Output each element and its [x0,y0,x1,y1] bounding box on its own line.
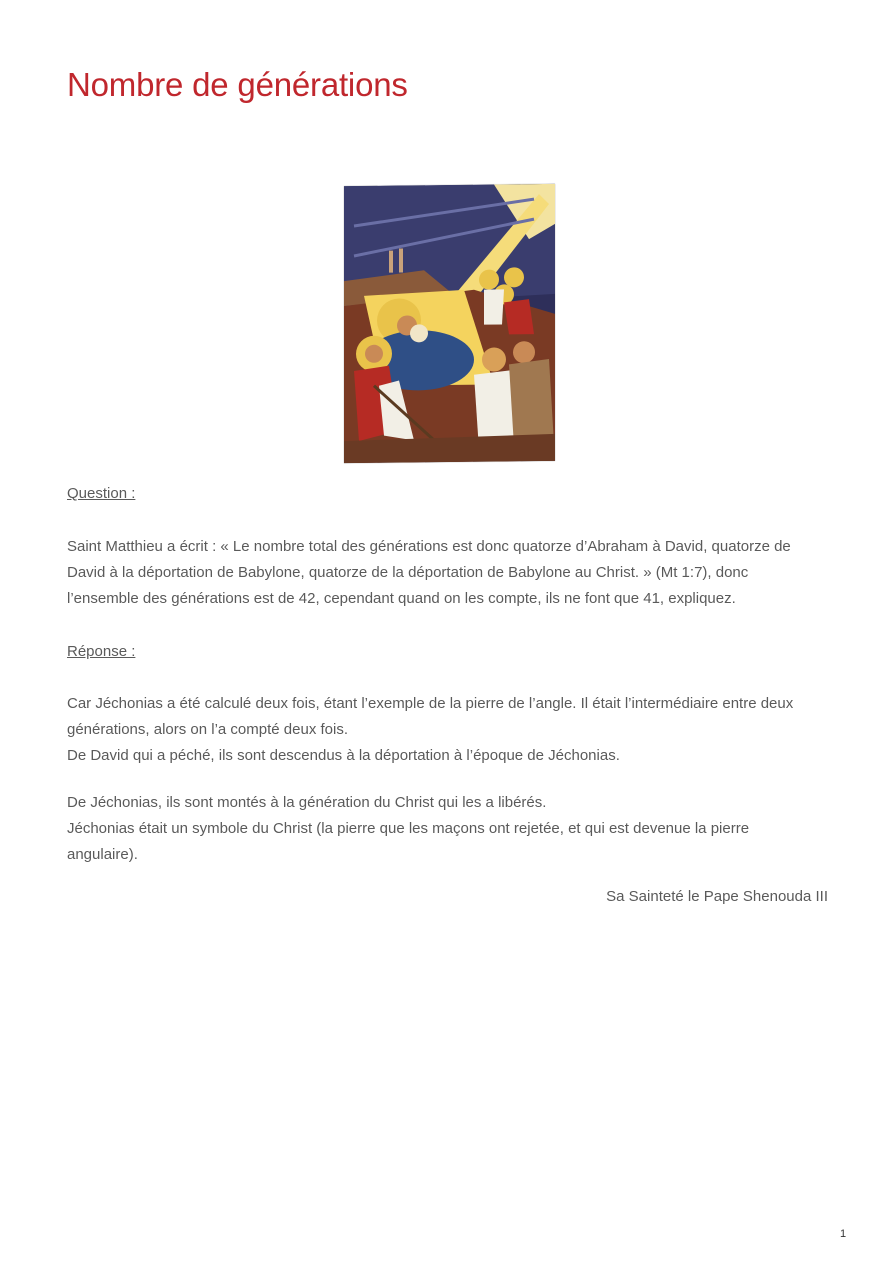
nativity-icon-image [344,184,555,463]
answer-paragraph-1 [67,691,837,769]
answer-line: angulaire). [67,846,138,863]
question-line: Saint Matthieu a écrit : « Le nombre total des générations est donc quatorze d’Abraham à David, quatorze de [67,538,791,555]
answer-line: De Jéchonias, ils sont montés à la génération du Christ qui les a libérés. [67,794,547,811]
page-number: 1 [840,1228,847,1240]
answer-label: Réponse : [67,643,136,660]
answer-line: De David qui a péché, ils sont descendus à la déportation à l’époque de Jéchonias. [67,747,620,764]
page-title: Nombre de générations [67,66,408,103]
question-text [67,534,837,612]
answer-line: Car Jéchonias a été calculé deux fois, étant l’exemple de la pierre de l’angle. Il était l’intermédiaire entre deux [67,695,794,712]
signature: Sa Sainteté le Pape Shenouda III [606,888,828,905]
question-line: l’ensemble des générations est de 42, cependant quand on les compte, ils ne font que 41, expliquez. [67,590,736,607]
question-label: Question : [67,485,136,502]
answer-paragraph-2 [67,790,837,868]
answer-line: générations, alors on l’a compté deux fois. [67,721,348,738]
question-line: David à la déportation de Babylone, quatorze de la déportation de Babylone au Christ. » (Mt 1:7), donc [67,564,749,581]
answer-line: Jéchonias était un symbole du Christ (la pierre que les maçons ont rejetée, et qui est devenue la pierre [67,820,750,837]
